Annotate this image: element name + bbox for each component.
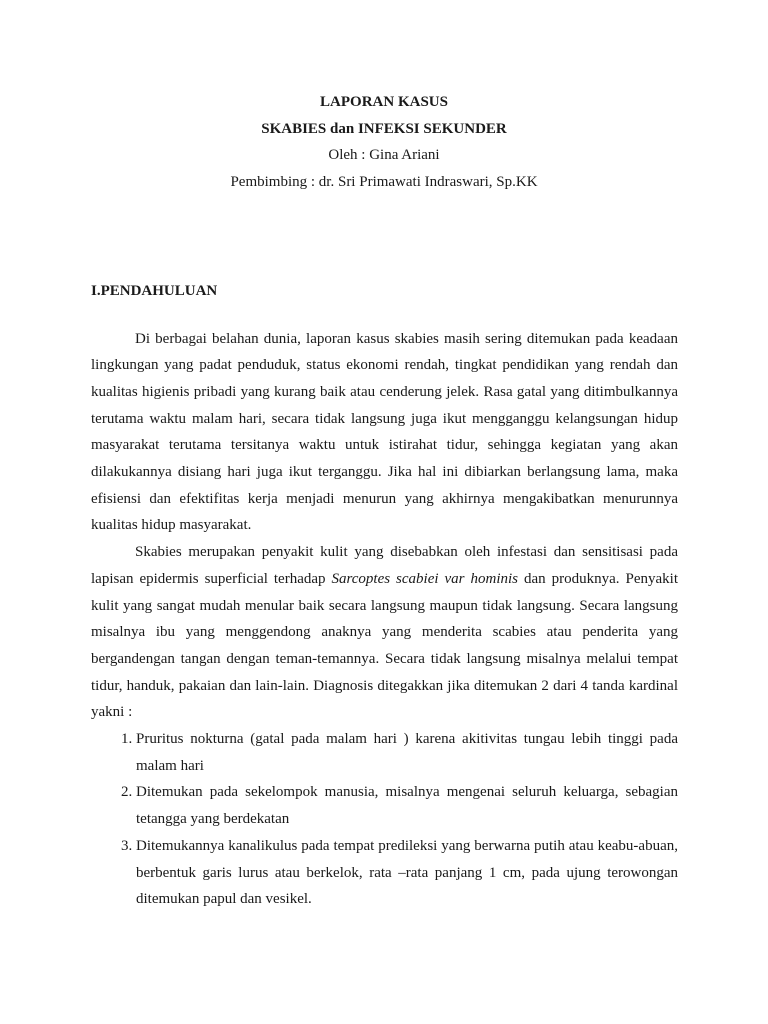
paragraph-definition-text-before: Skabies merupakan penyakit kulit yang disebabkan oleh infestasi dan sensitisasi pada lapisan epidermis superficial terhadap	[91, 544, 678, 587]
report-title: LAPORAN KASUS	[320, 94, 448, 110]
author-line: Oleh : Gina Ariani	[328, 147, 440, 164]
list-item: 2. Ditemukan pada sekelompok manusia, misalnya mengenai seluruh keluarga, sebagian tetangga yang berdekatan	[136, 779, 678, 832]
supervisor-line: Pembimbing : dr. Sri Primawati Indraswari, Sp.KK	[230, 174, 538, 191]
paragraph-definition	[91, 539, 678, 726]
section-heading: I.PENDAHULUAN	[91, 283, 218, 299]
list-item: 1. Pruritus nokturna (gatal pada malam hari ) karena akitivitas tungau lebih tinggi pada malam hari	[136, 726, 678, 779]
report-subtitle: SKABIES dan INFEKSI SEKUNDER	[261, 120, 507, 137]
title-block	[0, 89, 768, 196]
paragraph-intro: Di berbagai belahan dunia, laporan kasus skabies masih sering ditemukan pada keadaan lingkungan yang padat penduduk, status ekonomi rendah, tingkat pendidikan yang rendah dan kualitas higienis pribadi yang kurang baik atau cenderung jelek. Rasa gatal yang ditimbulkannya terutama waktu malam hari, secara tidak langsung juga ikut mengganggu kelangsungan hidup masyarakat terutama tersitanya waktu untuk istirahat tidur, sehingga kegiatan yang akan dilakukannya disiang hari juga ikut terganggu. Jika hal ini dibiarkan berlangsung lama, maka efisiensi dan efektifitas kerja menjadi menurun yang akhirnya mengakibatkan menurunnya kualitas hidup masyarakat.	[91, 330, 678, 534]
species-name: Sarcoptes scabiei var hominis	[331, 570, 519, 587]
paragraph-definition-text-after: dan produknya. Penyakit kulit yang sangat mudah menular baik secara langsung maupun tidak langsung. Secara langsung misalnya ibu yang menggendong anaknya yang menderita scabies atau penderita yang bergandengan tangan dengan teman-temannya. Secara tidak langsung misalnya melalui tempat tidur, handuk, pakaian dan lain-lain. Diagnosis ditegakkan jika ditemukan 2 dari 4 tanda kardinal yakni :	[91, 570, 678, 721]
cardinal-signs-list	[91, 726, 678, 913]
list-item: 3. Ditemukannya kanalikulus pada tempat predileksi yang berwarna putih atau keabu-abuan, berbentuk garis lurus atau berkelok, rata –rata panjang 1 cm, pada ujung terowongan ditemukan papul dan vesikel.	[136, 833, 678, 913]
section-body	[91, 326, 678, 913]
